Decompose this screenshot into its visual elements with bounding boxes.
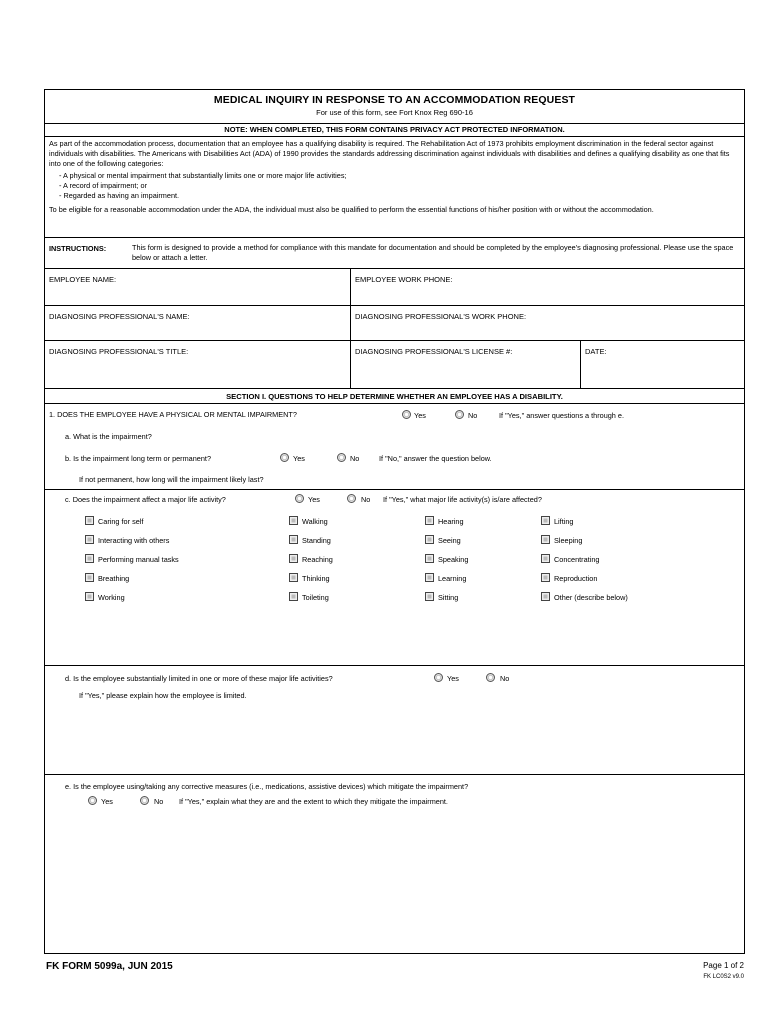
qe-no-label: No [154, 797, 164, 806]
qe-no-radio[interactable] [140, 796, 149, 805]
employee-phone-field[interactable] [350, 269, 744, 305]
activity-checkbox-sitting[interactable] [425, 592, 434, 601]
activity-checkbox-sleeping[interactable] [541, 535, 550, 544]
prof-name-label: DIAGNOSING PROFESSIONAL'S NAME: [49, 312, 190, 321]
prof-title-label: DIAGNOSING PROFESSIONAL'S TITLE: [49, 347, 189, 356]
q1-no-label: No [468, 411, 478, 420]
form-identifier: FK FORM 5099a, JUN 2015 [46, 961, 173, 972]
qc-yes-radio[interactable] [295, 494, 304, 503]
activity-label: Interacting with others [98, 536, 170, 545]
activity-checkbox-concentrating[interactable] [541, 554, 550, 563]
prof-title-field[interactable] [45, 341, 350, 388]
activity-checkbox-toileting[interactable] [289, 592, 298, 601]
employee-row [45, 268, 744, 305]
activity-checkbox-reaching[interactable] [289, 554, 298, 563]
activity-label: Performing manual tasks [98, 555, 179, 564]
qd-no-radio[interactable] [486, 673, 495, 682]
activity-label: Lifting [554, 517, 574, 526]
activity-checkbox-speaking[interactable] [425, 554, 434, 563]
instructions-text: This form is designed to provide a method for compliance with this mandate for documentation and should be completed by the employee's diagnosing professional. Please use the space below or attach a letter. [132, 243, 734, 262]
qd-no-label: No [500, 674, 510, 683]
activity-label: Working [98, 593, 125, 602]
qc-no-label: No [361, 495, 371, 504]
qb-text: b. Is the impairment long term or permanent? [65, 454, 212, 463]
activity-label: Breathing [98, 574, 130, 583]
date-label: DATE: [585, 347, 607, 356]
qe-yes-radio[interactable] [88, 796, 97, 805]
activity-label: Walking [302, 517, 328, 526]
activity-checkbox-other[interactable] [541, 592, 550, 601]
prof-phone-field[interactable] [350, 306, 744, 340]
activity-checkbox-working[interactable] [85, 592, 94, 601]
qc-block [45, 489, 744, 658]
employee-name-field[interactable] [45, 269, 350, 305]
qe-text: e. Is the employee using/taking any corrective measures (i.e., medications, assistive devices) which mitigate the impairment? [65, 782, 469, 791]
activity-label: Learning [438, 574, 467, 583]
qe-block [45, 774, 744, 954]
category-item: - Regarded as having an impairment. [59, 191, 180, 201]
q1-no-radio[interactable] [455, 410, 464, 419]
activity-checkbox-breathing[interactable] [85, 573, 94, 582]
section-1-heading: SECTION I. QUESTIONS TO HELP DETERMINE WHETHER AN EMPLOYEE HAS A DISABILITY. [45, 388, 744, 403]
q1-text: 1. DOES THE EMPLOYEE HAVE A PHYSICAL OR MENTAL IMPAIRMENT? [49, 410, 297, 419]
instructions-label: INSTRUCTIONS: [49, 244, 107, 253]
prof-license-field[interactable] [350, 341, 580, 388]
activity-checkbox-thinking[interactable] [289, 573, 298, 582]
intro-paragraph-2: To be eligible for a reasonable accommodation under the ADA, the individual must also be qualified to perform the essential functions of his/her position with or without the accommodation. [49, 205, 654, 215]
activity-checkbox-reproduction[interactable] [541, 573, 550, 582]
activity-checkbox-caring[interactable] [85, 516, 94, 525]
intro-paragraph-1: As part of the accommodation process, documentation that an employee has a qualifying disability is required. The Rehabilitation Act of 1973 prohibits employment discrimination in the federal sector against individuals with disabilities. The Americans with Disabilities Act (ADA) of 1990 provides the standards addressing discrimination against individuals with disabilities and defines a qualifying disability as one that fits into one of the following categories: [49, 139, 730, 169]
prof-name-field[interactable] [45, 306, 350, 340]
activity-label: Other (describe below) [554, 593, 628, 602]
activity-label: Sleeping [554, 536, 583, 545]
prof-phone-label: DIAGNOSING PROFESSIONAL'S WORK PHONE: [355, 312, 527, 321]
activity-label: Reaching [302, 555, 333, 564]
prof-license-label: DIAGNOSING PROFESSIONAL'S LICENSE #: [355, 347, 513, 356]
activity-checkbox-learning[interactable] [425, 573, 434, 582]
form-subtitle: For use of this form, see Fort Knox Reg 690-16 [316, 108, 473, 117]
qc-hint: If "Yes," what major life activity(s) is/are affected? [383, 495, 542, 504]
q1-hint: If "Yes," answer questions a through e. [499, 411, 624, 420]
professional-row [45, 305, 744, 340]
qd-yes-radio[interactable] [434, 673, 443, 682]
activity-checkbox-walking[interactable] [289, 516, 298, 525]
activity-label: Hearing [438, 517, 464, 526]
activity-checkbox-manual-tasks[interactable] [85, 554, 94, 563]
qa-text: a. What is the impairment? [65, 432, 152, 441]
qb-no-radio[interactable] [337, 453, 346, 462]
qb-yes-radio[interactable] [280, 453, 289, 462]
activity-label: Reproduction [554, 574, 598, 583]
date-field[interactable] [580, 341, 744, 388]
activity-label: Standing [302, 536, 331, 545]
q1-yes-radio[interactable] [402, 410, 411, 419]
qb-yes-label: Yes [293, 454, 305, 463]
form-title: MEDICAL INQUIRY IN RESPONSE TO AN ACCOMMODATION REQUEST [213, 94, 576, 106]
qe-hint: If "Yes," explain what they are and the extent to which they mitigate the impairment. [179, 797, 448, 806]
qd-followup: If "Yes," please explain how the employee is limited. [79, 691, 247, 700]
intro-text [45, 136, 744, 217]
title-row [45, 340, 744, 388]
activity-label: Caring for self [98, 517, 144, 526]
qc-yes-label: Yes [308, 495, 320, 504]
activity-label: Sitting [438, 593, 459, 602]
employee-name-label: EMPLOYEE NAME: [49, 275, 117, 284]
qd-block [45, 665, 744, 767]
form-version: FK LC0S2 v9.0 [703, 974, 744, 980]
qd-yes-label: Yes [447, 674, 459, 683]
page-number: Page 1 of 2 [703, 961, 744, 970]
activity-checkbox-lifting[interactable] [541, 516, 550, 525]
qe-yes-label: Yes [101, 797, 113, 806]
qc-text: c. Does the impairment affect a major life activity? [65, 495, 226, 504]
activity-checkbox-seeing[interactable] [425, 535, 434, 544]
activity-label: Speaking [438, 555, 469, 564]
instructions-row [45, 237, 744, 268]
qb-hint: If "No," answer the question below. [379, 454, 492, 463]
activity-checkbox-interacting[interactable] [85, 535, 94, 544]
activity-label: Toileting [302, 593, 329, 602]
employee-phone-label: EMPLOYEE WORK PHONE: [355, 275, 453, 284]
q1-yes-label: Yes [414, 411, 426, 420]
category-item: - A record of impairment; or [59, 180, 148, 190]
qb-no-label: No [350, 454, 360, 463]
qc-no-radio[interactable] [347, 494, 356, 503]
activity-checkbox-hearing[interactable] [425, 516, 434, 525]
privacy-note: NOTE: WHEN COMPLETED, THIS FORM CONTAINS PRIVACY ACT PROTECTED INFORMATION. [45, 123, 744, 136]
q1-block [45, 403, 744, 489]
activity-label: Thinking [302, 574, 330, 583]
category-item: - A physical or mental impairment that substantially limits one or more major life activities; [59, 170, 347, 180]
activity-label: Concentrating [554, 555, 600, 564]
qb-followup: If not permanent, how long will the impairment likely last? [79, 475, 264, 484]
medical-inquiry-form [44, 89, 745, 954]
disability-categories [59, 171, 740, 202]
qd-text: d. Is the employee substantially limited in one or more of these major life activities? [65, 674, 333, 683]
activity-checkbox-standing[interactable] [289, 535, 298, 544]
activity-label: Seeing [438, 536, 461, 545]
